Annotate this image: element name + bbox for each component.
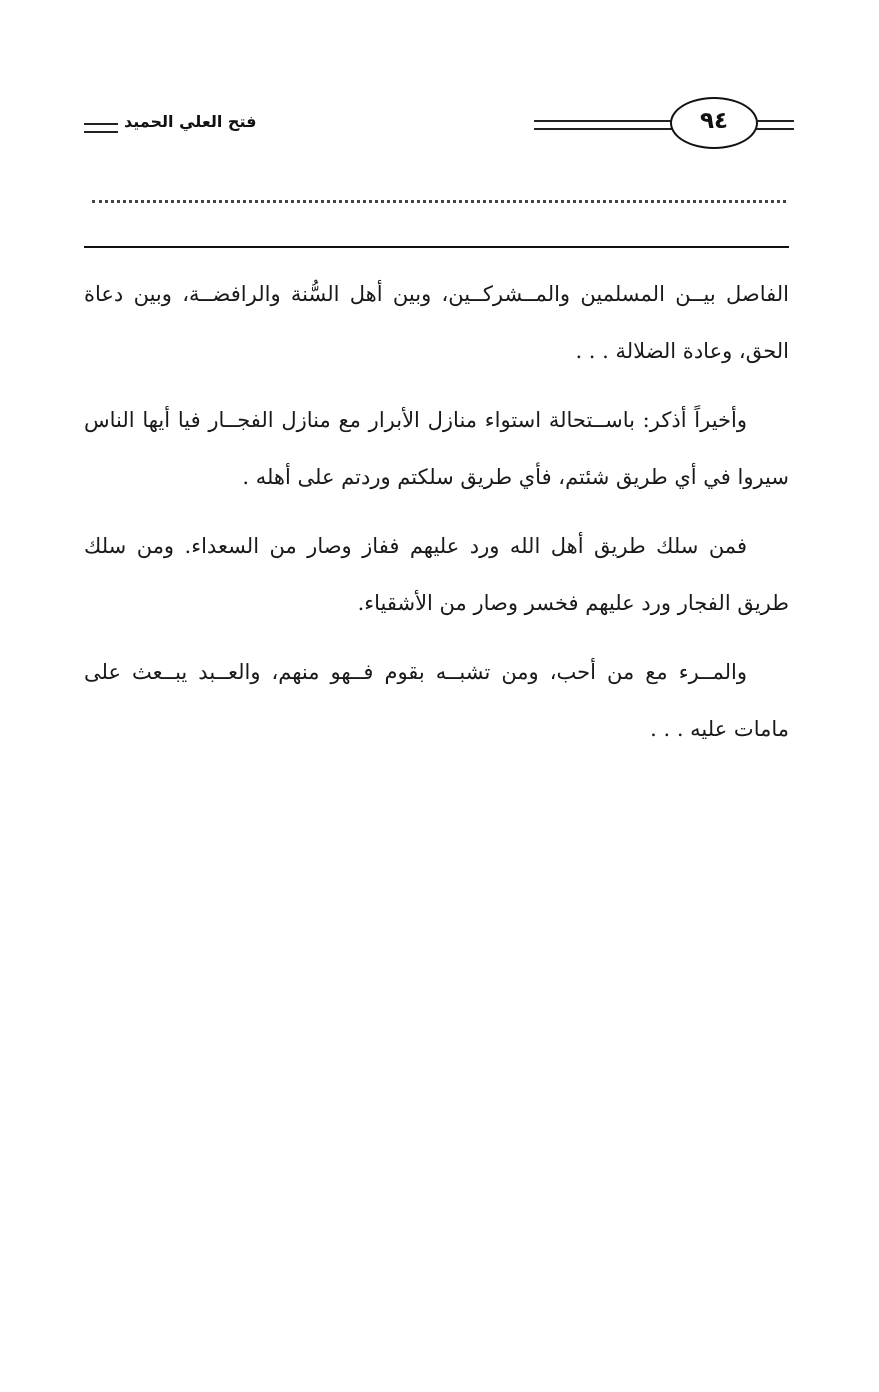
body-text	[84, 266, 789, 770]
horizontal-rule	[84, 246, 789, 248]
paragraph: فمن سلك طريق أهل الله ورد عليهم ففاز وصار من السعداء. ومن سلك طريق الفجار ورد عليهم فخسر وصار من الأشقياء.	[84, 534, 789, 615]
running-header	[80, 96, 800, 156]
title-double-rule	[84, 123, 118, 133]
page-number: ٩٤	[699, 108, 729, 134]
dotted-ellipsis-line	[92, 200, 786, 203]
book-title: فتح العلي الحميد	[124, 112, 257, 131]
paragraph: والمــرء مع من أحب، ومن تشبــه بقوم فــهو منهم، والعــبد يبــعث على مامات عليه . . .	[84, 660, 789, 741]
header-double-rule-right	[756, 120, 794, 130]
page-number-oval	[670, 97, 758, 149]
header-double-rule-left	[534, 120, 674, 130]
paragraph: وأخيراً أذكر: باســتحالة استواء منازل الأبرار مع منازل الفجــار فيا أيها الناس سيروا في أي طريق شئتم، فأي طريق سلكتم وردتم على أهله .	[84, 408, 789, 489]
paragraph: الفاصل بيــن المسلمين والمــشركــين، وبين أهل السُّنة والرافضــة، وبين دعاة الحق، وعادة الضلالة . . .	[84, 282, 789, 363]
